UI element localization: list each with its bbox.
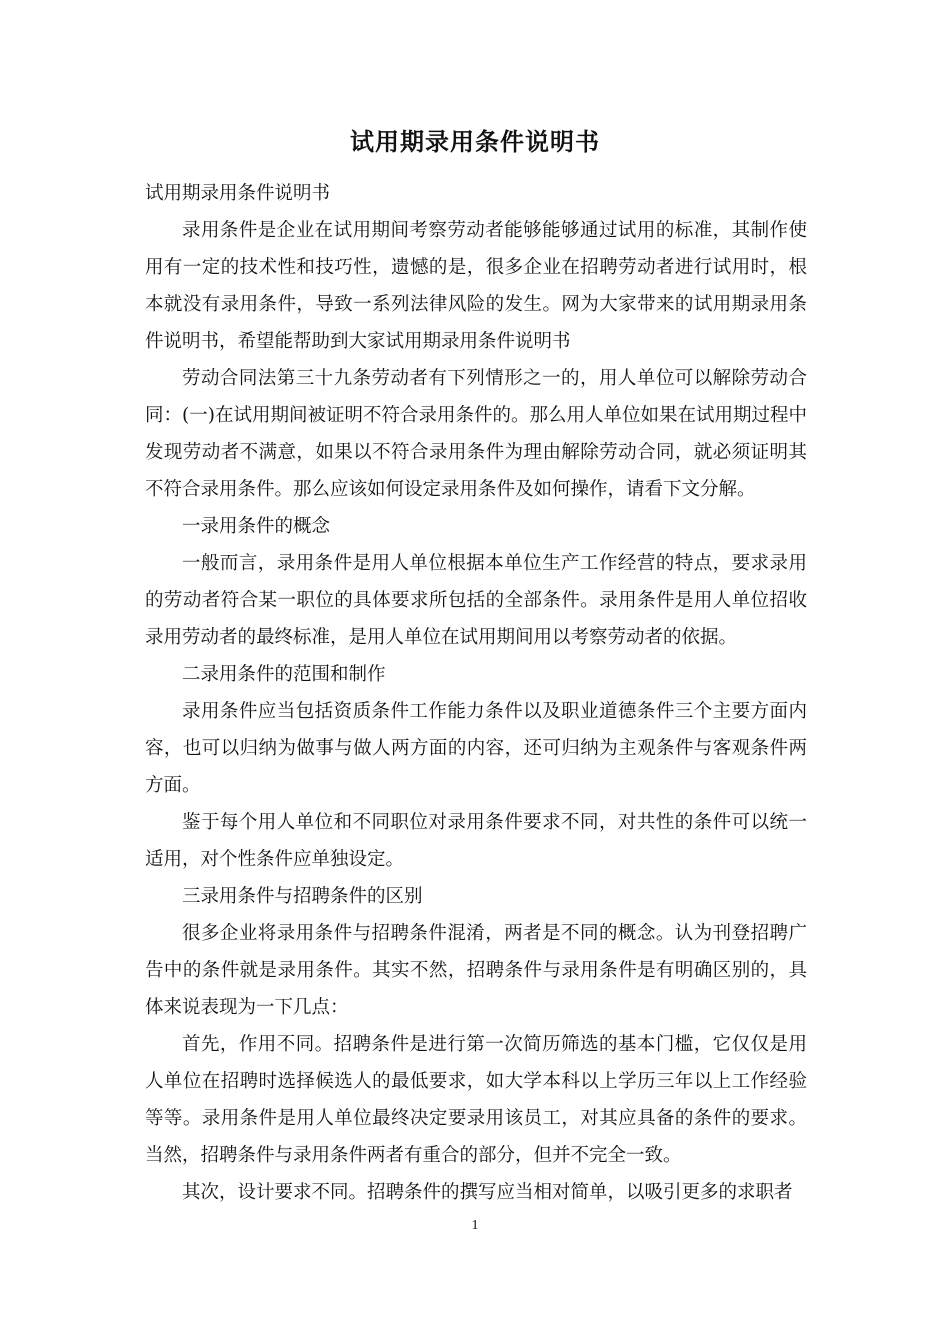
page-number: 1	[471, 1218, 479, 1233]
document-title: 试用期录用条件说明书	[350, 127, 600, 156]
section-heading: 三录用条件与招聘条件的区别	[182, 886, 423, 907]
paragraph-subtitle: 试用期录用条件说明书	[145, 183, 331, 204]
section-heading: 一录用条件的概念	[182, 516, 331, 537]
paragraph: 鉴于每个用人单位和不同职位对录用条件要求不同，对共性的条件可以统一适用，对个性条件应单独设定。	[145, 812, 807, 870]
document-body	[145, 175, 807, 1211]
paragraph: 其次，设计要求不同。招聘条件的撰写应当相对简单，以吸引更多的求职者	[182, 1182, 793, 1203]
paragraph: 很多企业将录用条件与招聘条件混淆，两者是不同的概念。认为刊登招聘广告中的条件就是录用条件。其实不然，招聘条件与录用条件是有明确区别的，具体来说表现为一下几点：	[145, 923, 807, 1018]
paragraph: 一般而言，录用条件是用人单位根据本单位生产工作经营的特点，要求录用的劳动者符合某一职位的具体要求所包括的全部条件。录用条件是用人单位招收录用劳动者的最终标准，是用人单位在试用期间用以考察劳动者的依据。	[145, 553, 807, 648]
paragraph: 劳动合同法第三十九条劳动者有下列情形之一的，用人单位可以解除劳动合同：(一)在试用期间被证明不符合录用条件的。那么用人单位如果在试用期过程中发现劳动者不满意，如果以不符合录用条件为理由解除劳动合同，就必须证明其不符合录用条件。那么应该如何设定录用条件及如何操作，请看下文分解。	[145, 368, 807, 500]
section-heading: 二录用条件的范围和制作	[182, 664, 386, 685]
paragraph: 录用条件应当包括资质条件工作能力条件以及职业道德条件三个主要方面内容，也可以归纳为做事与做人两方面的内容，还可归纳为主观条件与客观条件两方面。	[145, 701, 807, 796]
paragraph: 录用条件是企业在试用期间考察劳动者能够能够通过试用的标准，其制作使用有一定的技术性和技巧性，遗憾的是，很多企业在招聘劳动者进行试用时，根本就没有录用条件，导致一系列法律风险的发生。网为大家带来的试用期录用条件说明书，希望能帮助到大家试用期录用条件说明书	[145, 220, 807, 352]
paragraph: 首先，作用不同。招聘条件是进行第一次简历筛选的基本门槛，它仅仅是用人单位在招聘时选择候选人的最低要求，如大学本科以上学历三年以上工作经验等等。录用条件是用人单位最终决定要录用该员工，对其应具备的条件的要求。当然，招聘条件与录用条件两者有重合的部分，但并不完全一致。	[145, 1034, 807, 1166]
